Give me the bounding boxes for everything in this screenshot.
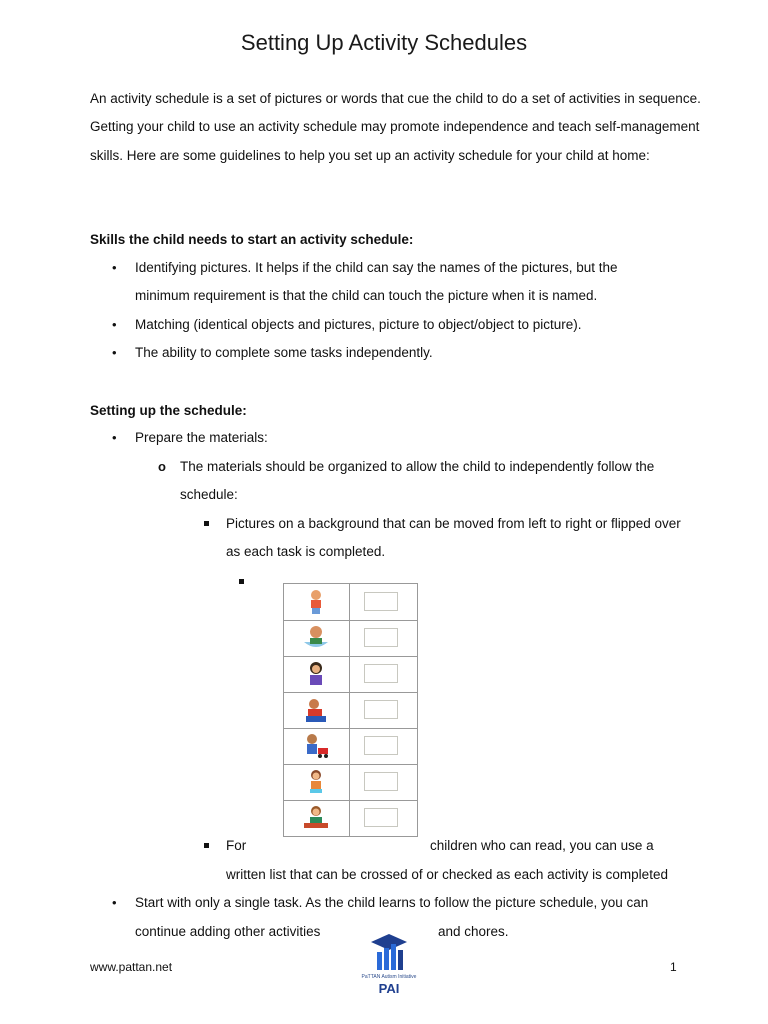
stand-child-icon	[298, 768, 334, 796]
schedule-checkbox[interactable]	[364, 700, 398, 719]
picture-schedule-table	[283, 583, 418, 837]
setup-item-prepare: Prepare the materials:	[135, 430, 268, 445]
footer-url[interactable]: www.pattan.net	[90, 960, 173, 974]
logo-caption: PaTTAN Autism Initiative	[361, 974, 417, 980]
page-title: Setting Up Activity Schedules	[240, 30, 528, 55]
square-bullet-icon	[204, 843, 209, 848]
push-toy-icon	[298, 732, 334, 760]
eat-meal-icon	[298, 804, 334, 832]
bullet-icon: •	[112, 895, 117, 910]
play-blocks-icon	[298, 696, 334, 724]
bullet-icon: •	[112, 430, 117, 445]
schedule-checkbox[interactable]	[364, 664, 398, 683]
setup-item-single-task: Start with only a single task. As the child learns to follow the picture schedule, you can	[135, 895, 649, 910]
schedule-row	[284, 620, 417, 657]
schedule-row	[284, 764, 417, 801]
schedule-checkbox[interactable]	[364, 592, 398, 611]
skills-heading: Skills the child needs to start an activity schedule:	[90, 232, 414, 247]
square-bullet-icon	[204, 521, 209, 526]
toilet-child-icon	[298, 588, 334, 616]
setup-item-continue: continue adding other activities	[135, 924, 321, 939]
skills-item-3: The ability to complete some tasks independently.	[135, 345, 433, 360]
square-bullet-icon	[239, 579, 244, 584]
wash-hands-icon	[298, 624, 334, 652]
setup-subsub-pictures: Pictures on a background that can be moved from left to right or flipped over as each task is completed.	[226, 516, 681, 560]
schedule-checkbox[interactable]	[364, 736, 398, 755]
setup-item-chores: and chores.	[438, 924, 509, 939]
graduation-cap-icon	[353, 930, 425, 974]
schedule-row	[284, 692, 417, 729]
skills-item-1: Identifying pictures. It helps if the child can say the names of the pictures, but the minimum requirement is that the child can touch the picture when it is named.	[135, 260, 618, 304]
logo-name: PAI	[378, 981, 400, 996]
setup-sub-materials: The materials should be organized to allow the child to independently follow the schedule:	[180, 459, 655, 503]
bullet-icon: •	[112, 345, 117, 360]
pattan-logo	[353, 930, 425, 998]
brush-hair-icon	[298, 660, 334, 688]
setup-subsub-for: For	[226, 838, 247, 853]
setup-heading: Setting up the schedule:	[90, 403, 247, 418]
schedule-row	[284, 800, 417, 836]
bullet-icon: •	[112, 317, 117, 332]
schedule-checkbox[interactable]	[364, 772, 398, 791]
setup-subsub-written-list: written list that can be crossed of or checked as each activity is completed	[226, 867, 668, 882]
skills-item-2: Matching (identical objects and pictures, picture to object/object to picture).	[135, 317, 582, 332]
schedule-row	[284, 656, 417, 693]
schedule-checkbox[interactable]	[364, 628, 398, 647]
bullet-icon: •	[112, 260, 117, 275]
sub-bullet-marker: o	[158, 459, 166, 474]
schedule-checkbox[interactable]	[364, 808, 398, 827]
setup-subsub-readers: children who can read, you can use a	[430, 838, 654, 853]
footer-page-number: 1	[670, 960, 677, 974]
schedule-row	[284, 728, 417, 765]
schedule-row	[284, 584, 417, 621]
intro-paragraph: An activity schedule is a set of pictures or words that cue the child to do a set of activities in sequence. Getting your child to use an activity schedule may promote independence and teach self-management skills. Here are some guidelines to help you set up an activity schedule for your child at home:	[90, 91, 701, 163]
